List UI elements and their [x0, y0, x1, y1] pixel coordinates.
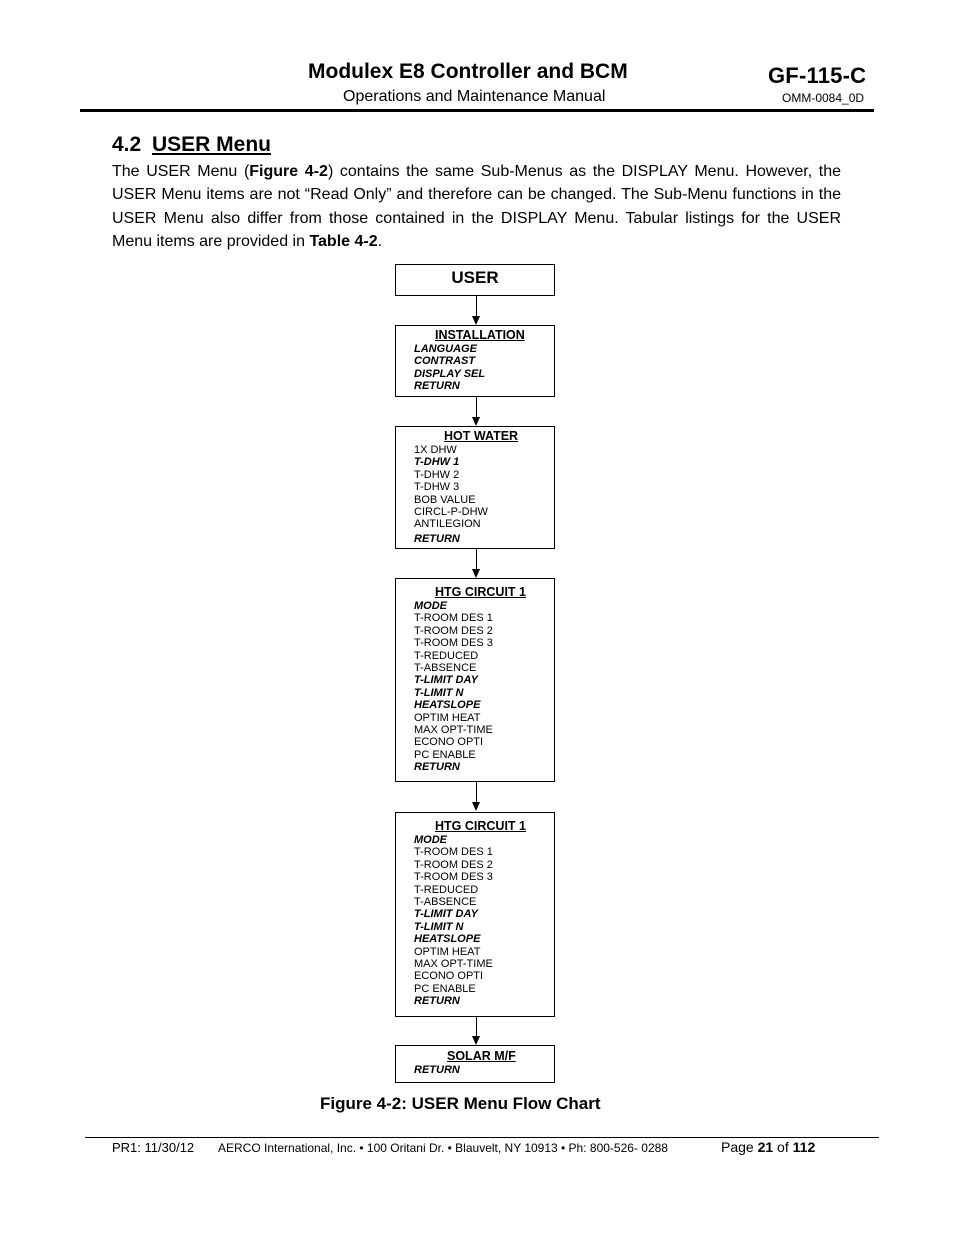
menu-item: OPTIM HEAT	[414, 945, 481, 958]
flow-arrow-line	[476, 296, 477, 317]
document-code: GF-115-C	[768, 63, 867, 88]
menu-item: T-ABSENCE	[414, 662, 477, 675]
menu-item: ECONO OPTI	[414, 970, 484, 983]
menu-item: ECONO OPTI	[414, 736, 484, 749]
flow-arrow-head	[472, 417, 480, 426]
menu-item: MAX OPT-TIME	[414, 724, 493, 737]
flow-arrow-head	[472, 569, 480, 578]
footer-page-number	[721, 1139, 815, 1155]
body-paragraph	[112, 160, 841, 253]
menu-item: ANTILEGION	[414, 518, 481, 531]
menu-item: RETURN	[414, 532, 460, 545]
menu-item: T-DHW 3	[414, 481, 460, 494]
figure-caption: Figure 4-2: USER Menu Flow Chart	[320, 1094, 601, 1113]
footer-company-info: AERCO International, Inc. • 100 Oritani Dr. • Blauvelt, NY 10913 • Ph: 800-526- 0288	[218, 1141, 668, 1155]
menu-item: T-ROOM DES 1	[414, 846, 493, 859]
menu-box-title: INSTALLATION	[435, 328, 525, 342]
menu-item: T-ROOM DES 2	[414, 858, 493, 871]
flow-arrow-line	[476, 549, 477, 569]
menu-item: CIRCL-P-DHW	[414, 506, 488, 519]
paragraph-text: ) contains the same Sub-Menus as the DISPLAY Menu. However, the USER Menu items are not “Read Only” and therefore can be changed. The Sub-Menu functions in the USER Menu also differ from those contained in the DISPLAY Menu. Tabular listings for the USER Menu items are provided in	[112, 163, 842, 250]
page-prefix: Page	[721, 1139, 758, 1155]
flow-arrow-head	[472, 316, 480, 325]
menu-item: T-LIMIT N	[414, 686, 464, 699]
menu-item: T-LIMIT N	[414, 920, 464, 933]
flowchart-root-label: USER	[451, 268, 499, 287]
menu-item: PC ENABLE	[414, 748, 476, 761]
flow-arrow-head	[472, 802, 480, 811]
menu-item: T-DHW 1	[414, 456, 460, 469]
menu-box-hot-water	[395, 426, 555, 549]
section-number: 4.2	[112, 133, 142, 156]
flow-arrow-head	[472, 1036, 480, 1045]
menu-item: RETURN	[414, 1064, 460, 1076]
menu-item: T-LIMIT DAY	[414, 908, 478, 921]
menu-item: T-REDUCED	[414, 649, 479, 662]
menu-item: T-REDUCED	[414, 883, 479, 896]
menu-item: HEATSLOPE	[414, 699, 481, 712]
menu-box-title: HTG CIRCUIT 1	[435, 819, 526, 833]
menu-item: PC ENABLE	[414, 982, 476, 995]
menu-box-title: HTG CIRCUIT 1	[435, 585, 526, 599]
page-total: 112	[792, 1139, 816, 1155]
menu-box-title: HOT WATER	[444, 429, 519, 443]
page-of: of	[773, 1139, 793, 1155]
flow-arrow-line	[476, 1017, 477, 1037]
paragraph-text: .	[377, 232, 383, 250]
section-title: USER Menu	[152, 133, 272, 156]
menu-item: LANGUAGE	[414, 343, 477, 355]
menu-box-solar-mf	[395, 1045, 555, 1083]
menu-item: HEATSLOPE	[414, 933, 481, 946]
flow-arrow-line	[476, 782, 477, 802]
menu-item: CONTRAST	[414, 355, 476, 368]
menu-item: 1X DHW	[414, 444, 457, 456]
menu-item: T-ROOM DES 3	[414, 871, 493, 884]
menu-box-htg-circuit-1-second	[395, 812, 555, 1017]
table-reference: Table 4-2	[309, 232, 378, 250]
flowchart-root-box	[395, 264, 555, 296]
menu-item: RETURN	[414, 380, 460, 393]
menu-item: RETURN	[414, 995, 460, 1008]
menu-box-title: SOLAR M/F	[447, 1049, 516, 1063]
document-title: Modulex E8 Controller and BCM	[308, 60, 628, 83]
menu-item: MAX OPT-TIME	[414, 958, 493, 971]
menu-item: RETURN	[414, 761, 460, 774]
document-subtitle: Operations and Maintenance Manual	[343, 88, 606, 105]
page-current: 21	[757, 1139, 774, 1155]
menu-item: T-DHW 2	[414, 468, 460, 481]
menu-item: MODE	[414, 834, 447, 846]
menu-box-installation	[395, 325, 555, 397]
document-number: OMM-0084_0D	[782, 91, 865, 105]
menu-item: MODE	[414, 600, 447, 612]
footer-revision: PR1: 11/30/12	[112, 1140, 195, 1155]
figure-reference: Figure 4-2	[249, 163, 328, 180]
flow-arrow-line	[476, 397, 477, 417]
menu-item: DISPLAY SEL	[414, 367, 486, 380]
menu-item: OPTIM HEAT	[414, 711, 481, 724]
menu-box-htg-circuit-1	[395, 578, 555, 782]
menu-item: T-ABSENCE	[414, 896, 477, 909]
menu-item: BOB VALUE	[414, 493, 476, 506]
header-rule	[80, 109, 874, 112]
paragraph-text: The USER Menu (	[112, 163, 250, 180]
menu-item: T-LIMIT DAY	[414, 674, 478, 687]
footer-rule	[85, 1137, 879, 1138]
menu-item: T-ROOM DES 1	[414, 612, 493, 625]
menu-item: T-ROOM DES 3	[414, 637, 493, 650]
menu-item: T-ROOM DES 2	[414, 624, 493, 637]
